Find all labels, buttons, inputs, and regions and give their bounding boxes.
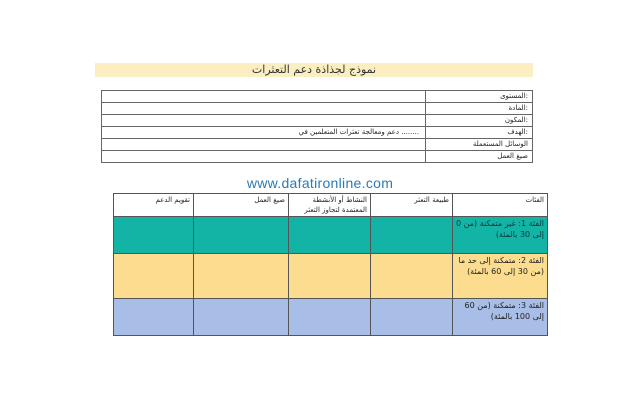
empty-cell [371,254,453,299]
empty-cell [371,217,453,254]
info-row-work-formats [102,151,533,163]
info-row-goal [102,127,533,139]
grid-row-category-1 [114,217,548,254]
info-label: المكون: [426,115,533,127]
info-row-subject [102,103,533,115]
info-value [102,103,426,115]
watermark-url: www.dafatironline.com [246,175,394,191]
document-title: نموذج لجذاذة دعم التعثرات [95,63,533,77]
category-cell: الفئة 3: متمكنة (من 60 إلى 100 بالمئة) [453,299,548,336]
header-activities: النشاط أو الأنشطة المعتمدة لتجاوز التعثر [289,194,371,217]
empty-cell [114,299,194,336]
info-label: المستوى: [426,91,533,103]
empty-cell [289,254,371,299]
header-work-formats: صيغ العمل [194,194,289,217]
info-value [102,91,426,103]
info-row-tools [102,139,533,151]
info-label: الوسائل المستعملة [426,139,533,151]
header-categories: الفئات [453,194,548,217]
info-row-level [102,91,533,103]
grid-header-row [114,194,548,217]
info-value [102,115,426,127]
category-cell: الفئة 1: غير متمكنة (من 0 إلى 30 بالمئة) [453,217,548,254]
empty-cell [289,299,371,336]
grid-row-category-3 [114,299,548,336]
info-value: دعم ومعالجة تعثرات المتعلمين في ........ [102,127,426,139]
info-row-component [102,115,533,127]
info-value [102,151,426,163]
empty-cell [114,217,194,254]
info-value [102,139,426,151]
info-label: المادة: [426,103,533,115]
empty-cell [371,299,453,336]
empty-cell [194,217,289,254]
info-table [101,90,533,163]
header-difficulty-nature: طبيعة التعثر [371,194,453,217]
category-cell: الفئة 2: متمكنة إلى حد ما (من 30 إلى 60 بالمئة) [453,254,548,299]
empty-cell [114,254,194,299]
support-grid-table [113,193,548,336]
grid-row-category-2 [114,254,548,299]
info-label: صيغ العمل [426,151,533,163]
empty-cell [194,254,289,299]
info-label: الهدف: [426,127,533,139]
empty-cell [194,299,289,336]
header-support-evaluation: تقويم الدعم [114,194,194,217]
empty-cell [289,217,371,254]
